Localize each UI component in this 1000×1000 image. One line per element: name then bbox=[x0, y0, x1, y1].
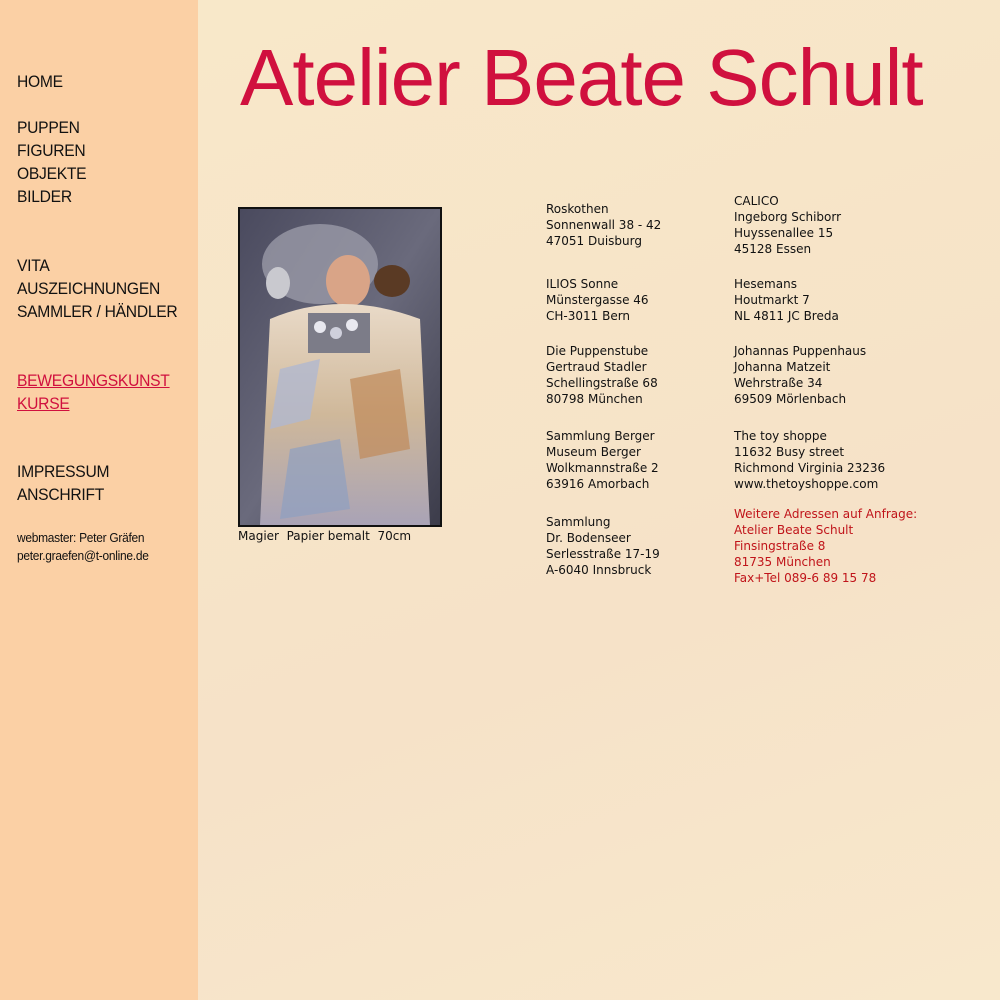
address-line: Wolkmannstraße 2 bbox=[546, 461, 659, 475]
address-line: Houtmarkt 7 bbox=[734, 293, 810, 307]
address-line: The toy shoppe bbox=[734, 429, 827, 443]
nav-link-vita[interactable]: VITA bbox=[17, 256, 50, 275]
address-line: Atelier Beate Schult bbox=[734, 523, 854, 537]
address-line: 11632 Busy street bbox=[734, 445, 845, 459]
address-line: ILIOS Sonne bbox=[546, 277, 619, 291]
nav-link-sammler-haendler[interactable]: SAMMLER / HÄNDLER bbox=[17, 302, 178, 321]
address-line: Die Puppenstube bbox=[546, 344, 649, 358]
nav-link-anschrift[interactable]: ANSCHRIFT bbox=[17, 485, 105, 504]
site-title: Atelier Beate Schult bbox=[240, 33, 923, 122]
address-line: Serlesstraße 17-19 bbox=[546, 547, 660, 561]
address-block bbox=[734, 343, 866, 407]
address-line: Schellingstraße 68 bbox=[546, 376, 658, 390]
nav-link-home[interactable]: HOME bbox=[17, 72, 63, 91]
address-line: Sonnenwall 38 - 42 bbox=[546, 218, 662, 232]
address-line: Huyssenallee 15 bbox=[734, 226, 834, 240]
nav-link-impressum[interactable]: IMPRESSUM bbox=[17, 462, 110, 481]
artwork-painting bbox=[240, 209, 440, 525]
sidebar-nav bbox=[0, 0, 198, 1000]
address-line: CH-3011 Bern bbox=[546, 309, 631, 323]
address-line: Fax+Tel 089-6 89 15 78 bbox=[734, 571, 877, 585]
webmaster-email[interactable]: peter.graefen@t-online.de bbox=[17, 548, 149, 563]
webmaster-credit bbox=[17, 529, 149, 565]
address-line: Gertraud Stadler bbox=[546, 360, 647, 374]
address-line: 45128 Essen bbox=[734, 242, 812, 256]
nav-group-legal bbox=[17, 460, 117, 506]
address-line: A-6040 Innsbruck bbox=[546, 563, 652, 577]
nav-group-home bbox=[17, 70, 67, 93]
nav-group-courses bbox=[17, 369, 183, 415]
artwork-image bbox=[238, 207, 442, 527]
nav-group-works bbox=[17, 116, 92, 208]
nav-link-puppen[interactable]: PUPPEN bbox=[17, 118, 80, 137]
address-line: 63916 Amorbach bbox=[546, 477, 650, 491]
nav-link-bilder[interactable]: BILDER bbox=[17, 187, 72, 206]
nav-link-figuren[interactable]: FIGUREN bbox=[17, 141, 86, 160]
address-line: Johanna Matzeit bbox=[734, 360, 831, 374]
nav-link-kurse[interactable]: KURSE bbox=[17, 394, 70, 413]
toyshoppe-website-link[interactable]: www.thetoyshoppe.com bbox=[734, 477, 879, 491]
address-block bbox=[546, 514, 660, 578]
nav-group-about bbox=[17, 254, 191, 323]
address-line: Finsingstraße 8 bbox=[734, 539, 826, 553]
address-line: Sammlung bbox=[546, 515, 611, 529]
address-block bbox=[546, 343, 658, 407]
address-line: Ingeborg Schiborr bbox=[734, 210, 842, 224]
address-line: Sammlung Berger bbox=[546, 429, 655, 443]
address-line: 69509 Mörlenbach bbox=[734, 392, 847, 406]
artwork-caption: Magier Papier bemalt 70cm bbox=[238, 529, 412, 543]
nav-link-objekte[interactable]: OBJEKTE bbox=[17, 164, 87, 183]
address-line: Dr. Bodenseer bbox=[546, 531, 631, 545]
address-line: Weitere Adressen auf Anfrage: bbox=[734, 507, 918, 521]
nav-link-auszeichnungen[interactable]: AUSZEICHNUNGEN bbox=[17, 279, 161, 298]
address-line: CALICO bbox=[734, 194, 779, 208]
address-line: Johannas Puppenhaus bbox=[734, 344, 867, 358]
nav-link-bewegungskunst[interactable]: BEWEGUNGSKUNST bbox=[17, 371, 170, 390]
address-line: Museum Berger bbox=[546, 445, 641, 459]
address-block bbox=[734, 428, 885, 492]
address-line: 47051 Duisburg bbox=[546, 234, 642, 248]
address-line: Münstergasse 46 bbox=[546, 293, 649, 307]
webmaster-name: webmaster: Peter Gräfen bbox=[17, 530, 145, 545]
address-line: Roskothen bbox=[546, 202, 609, 216]
address-block-contact bbox=[734, 506, 917, 586]
address-block bbox=[734, 193, 841, 257]
address-block bbox=[546, 201, 661, 249]
address-line: Hesemans bbox=[734, 277, 797, 291]
address-line: Wehrstraße 34 bbox=[734, 376, 823, 390]
address-block bbox=[734, 276, 839, 324]
address-line: 81735 München bbox=[734, 555, 831, 569]
address-block bbox=[546, 276, 649, 324]
address-line: Richmond Virginia 23236 bbox=[734, 461, 886, 475]
address-line: 80798 München bbox=[546, 392, 643, 406]
address-block bbox=[546, 428, 659, 492]
address-line: NL 4811 JC Breda bbox=[734, 309, 839, 323]
